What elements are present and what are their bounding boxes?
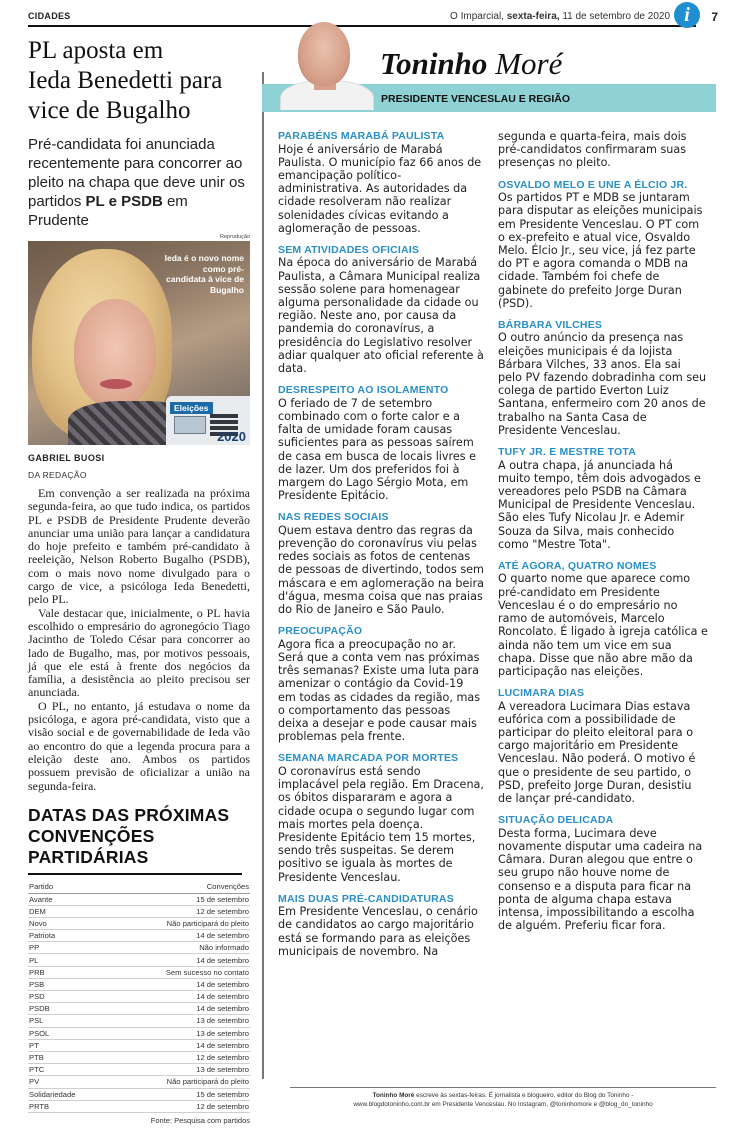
table-cell-party: PSDB <box>28 1003 108 1015</box>
columnist-name <box>380 46 562 82</box>
column-note <box>498 319 708 437</box>
note-text: Na época do aniversário de Marabá Paulista, a Câmara Municipal realiza sessão solene para homenagear alguma personalidade da cidade ou região. Neste ano, por causa da pandemia do coronavírus, a presidência do Legislativo resolver adiar qualquer ato oficial referente à data. <box>278 256 484 376</box>
column-note <box>498 814 708 932</box>
note-title: NAS REDES SOCIAIS <box>278 511 389 524</box>
conventions-table <box>28 881 250 1113</box>
table-cell-party: DEM <box>28 905 108 917</box>
column-note <box>278 752 484 883</box>
headline-line: PL aposta em <box>28 37 164 64</box>
table-row <box>28 917 250 929</box>
headline-line: Ieda Benedetti para <box>28 67 223 94</box>
column-note <box>278 130 484 235</box>
author-byline: GABRIEL BUOSI <box>28 453 105 463</box>
table-row <box>28 930 250 942</box>
conventions-title <box>28 805 250 868</box>
table-row <box>28 1003 250 1015</box>
note-text: Desta forma, Lucimara deve novamente disputar uma cadeira na Câmara. Duran alegou que entre o seu grupo não houve nome de consenso e a disputa para ficar na ponta de alguma chapa estava intensa, impossibilitando a escolha de alguém. Preferiu ficar fora. <box>498 826 703 933</box>
table-cell-date: Não informado <box>108 942 250 954</box>
table-row <box>28 1027 250 1039</box>
table-cell-date: 14 de setembro <box>108 1003 250 1015</box>
elections-badge: Eleições <box>170 402 213 414</box>
table-cell-party: PTC <box>28 1064 108 1076</box>
table-cell-date: Não participará do pleito <box>108 917 250 929</box>
table-row <box>28 1039 250 1051</box>
table-row <box>28 1076 250 1088</box>
table-row <box>28 893 250 905</box>
columnist-bio <box>290 1091 716 1109</box>
column-note <box>278 244 484 375</box>
table-cell-date: 13 de setembro <box>108 1027 250 1039</box>
note-title: ATÉ AGORA, QUATRO NOMES <box>498 559 657 572</box>
table-header-party: Partido <box>28 881 108 893</box>
publication-weekday: sexta-feira, <box>506 11 560 22</box>
column-divider <box>262 72 264 1079</box>
table-cell-party: Solidariedade <box>28 1088 108 1100</box>
story-deck <box>28 135 250 230</box>
note-text: Agora fica a preocupação no ar. Será que a conta vem nas próximas três semanas? Existe uma luta para amenizar o contágio da Covid-19 em todas as cidades da região, mas o comportamento das pessoas deixa a desejar e pode causar mais problemas pela frente. <box>278 637 481 744</box>
table-cell-date: 12 de setembro <box>108 1051 250 1063</box>
table-cell-party: PT <box>28 1039 108 1051</box>
table-cell-party: Avante <box>28 893 108 905</box>
note-title: BÁRBARA VILCHES <box>498 318 603 331</box>
table-cell-date: 12 de setembro <box>108 905 250 917</box>
note-text: O feriado de 7 de setembro combinado com o forte calor e a falta de umidade foram causas suficientes para as pessoas saírem de casa em busca de locais livres e de lazer. Um dos preferidos foi à margem do Lago Sérgio Mota, em Presidente Epitácio. <box>278 396 477 503</box>
footer-rule <box>290 1087 716 1088</box>
table-row <box>28 942 250 954</box>
note-title: SITUAÇÃO DELICADA <box>498 814 614 827</box>
table-row <box>28 954 250 966</box>
ballot-screen <box>174 416 206 434</box>
deck-parties: PL e PSDB <box>85 193 163 210</box>
table-cell-party: Novo <box>28 917 108 929</box>
table-row <box>28 1088 250 1100</box>
table-cell-party: PTB <box>28 1051 108 1063</box>
table-row <box>28 905 250 917</box>
publication-name: O Imparcial, <box>450 11 504 22</box>
table-cell-date: 15 de setembro <box>108 1088 250 1100</box>
photo-face <box>74 299 156 407</box>
note-title: SEM ATIVIDADES OFICIAIS <box>278 243 420 256</box>
table-cell-party: PRTB <box>28 1100 108 1112</box>
table-cell-date: 13 de setembro <box>108 1064 250 1076</box>
table-row <box>28 966 250 978</box>
note-text: O quarto nome que aparece como pré-candidato em Presidente Venceslau é o do empresário no ramo de automóveis, Marcelo Roncolato. É ligado à igreja católica e ainda não tem um vice em sua chapa. Disse que não abre mão da participação nas eleições. <box>498 572 708 678</box>
table-cell-date: 15 de setembro <box>108 893 250 905</box>
column-note <box>498 446 708 551</box>
column-note <box>498 179 708 310</box>
photo-credit: Reprodução <box>220 234 250 240</box>
columnist-photo <box>280 14 374 110</box>
candidate-photo <box>28 241 250 445</box>
table-row <box>28 1064 250 1076</box>
photo-caption: Ieda é o novo nome como pré-candidata à vice de Bugalho <box>164 253 244 295</box>
portrait-head <box>298 22 350 86</box>
table-cell-party: PV <box>28 1076 108 1088</box>
bio-line: escreve às sextas-feiras. É jornalista e blogueiro, editor do Blog do Toninho - <box>414 1092 634 1099</box>
conventions-title-line: DATAS DAS PRÓXIMAS <box>28 804 230 825</box>
table-cell-party: Patriota <box>28 930 108 942</box>
note-text: A outra chapa, já anunciada há muito tempo, têm dois advogados e vereadores pelo PSDB na Câmara Municipal de Presidente Venceslau. São eles Tufy Nicolau Jr. e Ademir Souza da Silva, mais conhecido como "Mestre Tota". <box>498 458 701 551</box>
table-cell-party: PL <box>28 954 108 966</box>
table-cell-date: Não participará do pleito <box>108 1076 250 1088</box>
table-cell-party: PSB <box>28 978 108 990</box>
note-text: A vereadora Lucimara Dias estava eufórica com a possibilidade de participar do pleito eleitoral para o cargo majoritário em Presidente Venceslau. Não poderá. O motivo é que o presidente de seu partido, o PSD, prefeito Jorge Duran, desistiu de lançar pré-candidato. <box>498 699 696 806</box>
table-cell-date: 14 de setembro <box>108 991 250 1003</box>
note-title: MAIS DUAS PRÉ-CANDIDATURAS <box>278 892 454 905</box>
note-title: PREOCUPAÇÃO <box>278 625 363 638</box>
note-title: SEMANA MARCADA POR MORTES <box>278 752 459 765</box>
table-cell-date: 14 de setembro <box>108 978 250 990</box>
note-text: Os partidos PT e MDB se juntaram para disputar as eleições municipais em Presidente Venceslau. O PT com o ex-prefeito e atual vice, Osvaldo Melo. Élcio Jr., seu vice, já fez parte do PT e agora comanda o MDB na cidade. Também foi chefe de gabinete do prefeito Jorge Duran (PSD). <box>498 191 703 310</box>
table-cell-party: PP <box>28 942 108 954</box>
table-row <box>28 1100 250 1112</box>
publication-date: 11 de setembro de 2020 <box>562 11 670 22</box>
column-note <box>498 560 708 678</box>
story-paragraph: Vale destacar que, inicialmente, o PL havia escolhido o empresário do agronegócio Tiago Jacintho de Toledo César para concorrer ao lado de Bugalho, mas, por motivos pessoais, já que ele está à frente dos negócios da família, a desistência ao pleito precisou ser anunciada. <box>28 605 250 700</box>
headline <box>28 36 250 126</box>
elections-year: 2020 <box>217 429 246 444</box>
note-title: DESRESPEITO AO ISOLAMENTO <box>278 384 449 397</box>
column-note <box>278 893 484 958</box>
table-cell-date: 13 de setembro <box>108 1015 250 1027</box>
table-cell-date: 14 de setembro <box>108 930 250 942</box>
table-cell-date: 14 de setembro <box>108 954 250 966</box>
table-cell-date: Sem sucesso no contato <box>108 966 250 978</box>
note-text: segunda e quarta-feira, mais dois pré-candidatos confirmaram suas presenças no pleito. <box>498 130 687 170</box>
table-cell-party: PSL <box>28 1015 108 1027</box>
deck-end: em Prudente <box>28 193 188 229</box>
note-title: OSVALDO MELO E UNE A ÉLCIO JR. <box>498 178 688 191</box>
story-body <box>28 487 250 793</box>
table-cell-date: 14 de setembro <box>108 1039 250 1051</box>
column-notes-left <box>278 130 484 967</box>
lead-story <box>28 36 250 1125</box>
table-cell-date: 12 de setembro <box>108 1100 250 1112</box>
table-header-row <box>28 881 250 893</box>
column-note <box>278 625 484 743</box>
deck-text: Pré-candidata foi anunciada recentemente para concorrer ao pleito na chapa que deve unir os partidos <box>28 136 245 210</box>
conventions-title-line: CONVENÇÕES PARTIDÁRIAS <box>28 825 155 867</box>
newspaper-logo-icon: i <box>674 2 700 28</box>
table-cell-party: PSD <box>28 991 108 1003</box>
columnist-first-name: Toninho <box>380 46 488 81</box>
column-note <box>498 687 708 805</box>
note-title: LUCIMARA DIAS <box>498 687 585 700</box>
table-row <box>28 991 250 1003</box>
conventions-rule <box>28 873 242 875</box>
column-notes-right <box>498 130 708 941</box>
bio-line: www.blogdotoninho.com.br em Presidente Venceslau. No Instagram, @toninhomore e @blog_do_toninho <box>353 1101 653 1108</box>
ballot-box-icon <box>166 396 250 445</box>
column-note <box>278 384 484 502</box>
author-desk: DA REDAÇÃO <box>28 470 87 480</box>
publication-info <box>450 11 670 22</box>
table-row <box>28 1051 250 1063</box>
section-label: CIDADES <box>28 11 71 21</box>
bio-name: Toninho Moré <box>372 1092 415 1099</box>
table-row <box>28 978 250 990</box>
note-text: Hoje é aniversário de Marabá Paulista. O município faz 66 anos de emancipação político-administrativa. As autoridades da cidade resolveram não realizar solenidades cívicas evitando a aglomeração de pessoas. <box>278 142 482 235</box>
note-text: Quem estava dentro das regras da prevenção do coronavírus viu pelas redes sociais as fotos de centenas de pessoas de divertindo, todos sem máscara e em aglomeração na beira d'água, mesma coisa que nas praias do Rio de Janeiro e São Paulo. <box>278 523 484 617</box>
note-text: Em Presidente Venceslau, o cenário de candidatos ao cargo majoritário está se formando para as eleições municipais de novembro. Na <box>278 905 478 958</box>
note-text: O coronavírus está sendo implacável pela região. Em Dracena, os óbitos dispararam e agora a cidade ocupa o segundo lugar com mais mortes pela doença. Presidente Epitácio tem 15 mortes, sendo três suspeitas. Se derem positivo se iguala às mortes de Presidente Venceslau. <box>278 764 484 884</box>
note-title: TUFY JR. E MESTRE TOTA <box>498 446 636 459</box>
table-cell-party: PSOL <box>28 1027 108 1039</box>
region-label: PRESIDENTE VENCESLAU E REGIÃO <box>381 93 571 105</box>
table-row <box>28 1015 250 1027</box>
columnist-last-name: Moré <box>487 46 563 81</box>
headline-line: vice de Bugalho <box>28 97 191 124</box>
note-title: PARABÉNS MARABÁ PAULISTA <box>278 130 445 142</box>
story-paragraph: Em convenção a ser realizada na próxima segunda-feira, ao que tudo indica, os partidos PL e PSDB de Presidente Prudente deverão anunciar uma união para lançar a candidatura do hoje prefeito e também pré-candidato à reeleição, Nelson Roberto Bugalho (PSDB), com o mais novo nome divulgado para o cargo de vice, a psicóloga Ieda Benedetti, pelo PL. <box>28 486 250 607</box>
note-continuation <box>498 130 708 170</box>
column-note <box>278 511 484 616</box>
table-header-dates: Convenções <box>108 881 250 893</box>
page-number: 7 <box>711 10 718 24</box>
table-source: Fonte: Pesquisa com partidos <box>150 1115 250 1125</box>
note-text: O outro anúncio da presença nas eleições municipais é da lojista Bárbara Vilches, 33 anos. Ela sai pelo PV fazendo dobradinha com seu colega de partido Everton Luiz Santana, enfermeiro com 20 anos de trabalho na Santa Casa de Presidente Venceslau. <box>498 331 707 437</box>
photo-lips <box>100 379 132 389</box>
table-cell-party: PRB <box>28 966 108 978</box>
story-paragraph: O PL, no entanto, já estudava o nome da psicóloga, e agora pré-candidata, visto que a visão social e de governabilidade de Ieda vão ao encontro do que a legenda procura para a eleição deste ano. Ambos os partidos possuem previsão de oficializar a união na segunda-feira. <box>28 698 250 793</box>
